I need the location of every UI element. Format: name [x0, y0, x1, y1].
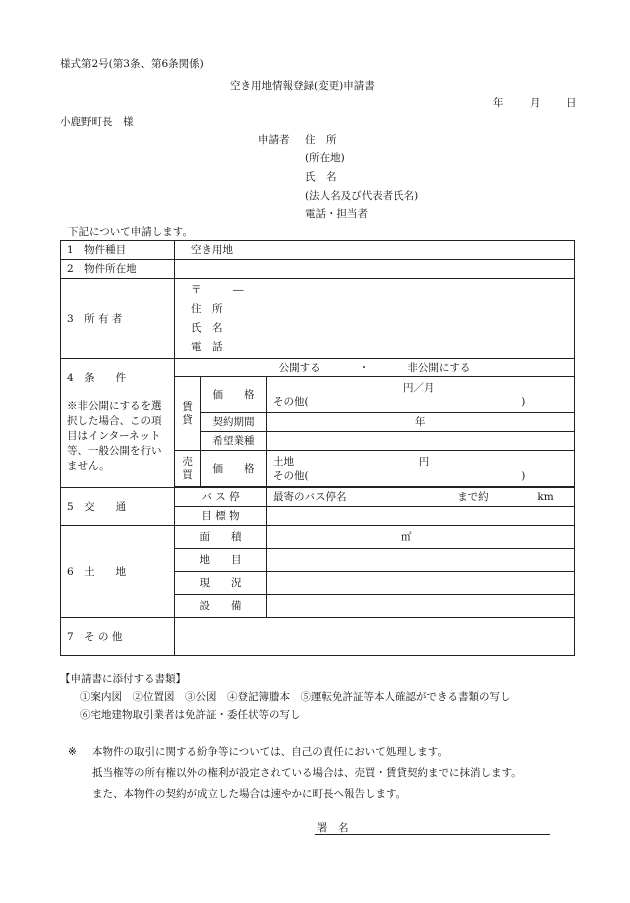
sale-label-2: 買 [182, 468, 193, 481]
applicant-phone-label: 電話・担当者 [305, 208, 368, 220]
rent-label-1: 賃 [182, 400, 193, 413]
owner-address: 住 所 [191, 302, 223, 315]
sale-label-1: 売 [182, 455, 193, 468]
owner-phone: 電 話 [191, 340, 223, 353]
date-month: 月 [530, 97, 541, 109]
land-category-label: 地 目 [175, 549, 267, 572]
signature-line[interactable] [315, 834, 550, 835]
property-type-label: 1 物件種目 [61, 241, 175, 260]
owner-postal: 〒 ― [191, 283, 244, 296]
owner-name: 氏 名 [191, 321, 223, 334]
conditions-cell [61, 359, 175, 488]
declaration-line-1: 本物件の取引に関する紛争等については、自己の責任において処理します。 [92, 746, 448, 758]
landmark-field[interactable] [267, 507, 575, 526]
application-form-table [60, 240, 575, 656]
rent-price-unit: 円／月 [403, 381, 435, 394]
property-location-field[interactable] [175, 260, 575, 279]
row-property-location [61, 260, 575, 279]
row-other [61, 618, 575, 656]
facilities-label: 設 備 [175, 595, 267, 618]
facilities-field[interactable] [267, 595, 575, 618]
sale-price-field[interactable] [267, 451, 575, 487]
attachments-line-2: ⑥宅地建物取引業者は免許証・委任状等の写し [80, 709, 301, 721]
sale-other-close: ) [521, 469, 526, 482]
applicant-address-label: 住 所 [305, 134, 337, 146]
bus-stop-distance-label: まで約 [457, 491, 489, 503]
sale-land-label: 土地 [273, 455, 294, 468]
bus-stop-label: バ ス 停 [175, 488, 267, 507]
rent-other-close: ) [521, 395, 526, 408]
land-condition-label: 現 況 [175, 572, 267, 595]
declaration-line-3: また、本物件の契約が成立した場合は速やかに町長へ報告します。 [92, 788, 407, 800]
intro-text: 下記について申請します。 [68, 226, 193, 238]
rent-period-unit: 年 [415, 416, 426, 428]
row-owner [61, 279, 575, 359]
area-field[interactable] [267, 526, 575, 549]
owner-label: 3 所 有 者 [61, 279, 175, 359]
sale-other-label: その他( [273, 469, 309, 482]
bus-stop-name-label: 最寄のバス停名 [273, 491, 347, 503]
declaration-line-2: 抵当権等の所有権以外の権利が設定されている場合は、売買・賃貸契約までに抹消します。 [92, 767, 522, 779]
rent-industry-field[interactable] [267, 432, 575, 451]
other-label: 7 そ の 他 [61, 618, 175, 656]
attachments-title: 【申請書に添付する書類】 [60, 673, 186, 685]
applicant-name-label: 氏 名 [305, 171, 337, 183]
transport-label: 5 交 通 [61, 488, 175, 526]
publicity-choice[interactable] [175, 359, 575, 377]
owner-field[interactable] [175, 279, 575, 359]
addressee: 小鹿野町長 様 [60, 116, 134, 128]
rent-label [175, 377, 201, 451]
other-field[interactable] [175, 618, 575, 656]
rent-price-label: 価 格 [201, 377, 267, 413]
declaration-mark: ※ [68, 746, 77, 758]
rent-other-label: その他( [273, 395, 309, 408]
property-location-label: 2 物件所在地 [61, 260, 175, 279]
option-separator: ・ [358, 361, 370, 374]
public-option[interactable]: 公開する [278, 361, 321, 374]
bus-stop-km-unit: km [537, 491, 554, 503]
row-bus-stop [61, 488, 575, 507]
form-number: 様式第2号(第3条、第6条関係) [60, 58, 204, 70]
sale-price-label: 価 格 [201, 451, 267, 487]
rent-label-2: 貸 [182, 413, 193, 426]
bus-stop-field[interactable] [267, 488, 575, 507]
date-day: 日 [566, 97, 577, 109]
property-type-value[interactable]: 空き用地 [175, 241, 575, 260]
private-option[interactable]: 非公開にする [407, 361, 471, 374]
applicant-address-sub: (所在地) [305, 152, 345, 164]
area-unit: ㎡ [401, 531, 412, 543]
applicant-label: 申請者 [258, 134, 290, 146]
landmark-label: 目 標 物 [175, 507, 267, 526]
signature-label: 署 名 [317, 822, 349, 834]
form-title: 空き用地情報登録(変更)申請書 [230, 80, 375, 92]
rent-period-field[interactable] [267, 413, 575, 432]
sale-yen-unit: 円 [418, 455, 430, 468]
rent-industry-label: 希望業種 [201, 432, 267, 451]
date-year: 年 [493, 97, 504, 109]
sale-label [175, 451, 201, 487]
row-property-type [61, 241, 575, 260]
applicant-name-sub: (法人名及び代表者氏名) [305, 190, 419, 202]
land-category-field[interactable] [267, 549, 575, 572]
conditions-label: 4 条 件 [67, 372, 127, 384]
row-land-area [61, 526, 575, 549]
rent-price-field[interactable] [267, 377, 575, 413]
row-conditions-publicity [61, 359, 575, 377]
rent-period-label: 契約期間 [201, 413, 267, 432]
conditions-note: ※非公開にするを選択した場合、この項目はインターネット等、一般公開を行いません。 [67, 400, 162, 472]
land-condition-field[interactable] [267, 572, 575, 595]
land-label: 6 土 地 [61, 526, 175, 618]
attachments-line-1: ①案内図 ②位置図 ③公図 ④登記簿謄本 ⑤運転免許証等本人確認ができる書類の写し [80, 691, 511, 703]
area-label: 面 積 [175, 526, 267, 549]
